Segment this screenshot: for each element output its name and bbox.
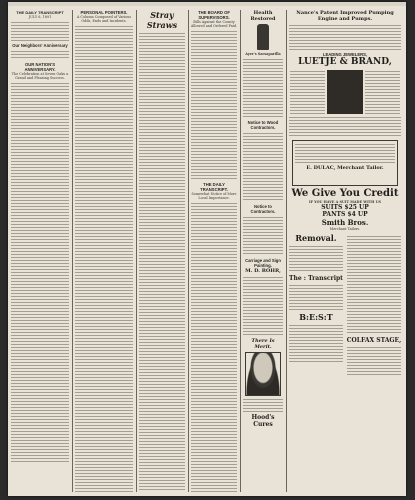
masthead-title: THE DAILY TRANSCRIPT xyxy=(16,10,64,15)
column-5-merit-text xyxy=(243,398,283,412)
best-word: B:E:S:T xyxy=(299,312,333,322)
column-5-notice2-text xyxy=(243,216,283,256)
column-1-subheading: The Celebration at Seven Oaks a Grand and Pleasing Success. xyxy=(11,72,69,80)
removal-text xyxy=(289,245,343,273)
page-top-strip xyxy=(8,2,406,6)
jewelers-ad-body xyxy=(290,70,400,114)
column-rule-5 xyxy=(286,10,287,492)
column-6-pump-text xyxy=(289,24,401,50)
column-6-right-text xyxy=(347,235,401,335)
column-5 xyxy=(242,10,284,492)
column-5-lower-text xyxy=(243,276,283,336)
column-rule-3 xyxy=(188,10,189,492)
transcript-ad: The : Transcript xyxy=(289,275,343,282)
column-6-bottom-left-text xyxy=(289,324,343,364)
watch-badge-image xyxy=(327,70,362,114)
column-1-text-mid xyxy=(11,50,69,60)
column-2-heading: PERSONAL POINTERS. xyxy=(80,10,128,15)
tailor-ad-text xyxy=(295,143,395,165)
masthead-date: JULY 6, 1891 xyxy=(28,15,52,19)
dulac-tailor: E. DULAC, Merchant Tailor. xyxy=(306,165,384,171)
column-5-ad-text xyxy=(243,58,283,118)
notice-wood-contractors: Notice to Wood Contractors. xyxy=(247,120,279,130)
column-6 xyxy=(288,10,402,492)
colfax-stage: COLFAX STAGE, xyxy=(346,337,402,344)
tailor-ad-box xyxy=(292,140,398,186)
column-1-text xyxy=(11,82,69,462)
ad-ayers: Ayer's Sarsaparilla xyxy=(245,52,281,56)
column-3 xyxy=(138,10,186,492)
credit-headline: We Give You Credit xyxy=(291,188,399,199)
column-2-text xyxy=(75,25,133,492)
right-ads-block xyxy=(346,233,402,378)
column-5-notice-text xyxy=(243,132,283,202)
column-1-heading-1: Our Neighbors' Anniversary xyxy=(12,43,68,48)
transcript-ad-text xyxy=(289,284,343,310)
column-rule-4 xyxy=(240,10,241,492)
column-6-jewel-text xyxy=(289,116,401,138)
daily-transcript-heading: THE DAILY TRANSCRIPT. xyxy=(200,182,228,192)
ad-health-restored: Health Restored xyxy=(250,10,276,22)
suits-price: SUITS $25 UP xyxy=(321,204,369,211)
credit-subline: IF YOU HAVE A SUIT MADE WITH US xyxy=(309,200,381,204)
rohr-name: M. D. ROHR, xyxy=(245,268,281,274)
ad-nance-pumps: Nance's Patent Improved Pumping Engine and Pumps. xyxy=(296,10,394,22)
column-rule-2 xyxy=(136,10,137,492)
jewelers-heading: LEADING JEWELERS, xyxy=(322,52,368,57)
notice-contractors: Notice to Contractors. xyxy=(250,204,276,214)
column-3-text xyxy=(139,32,185,492)
removal-heading: Removal. xyxy=(295,233,337,243)
column-4 xyxy=(190,10,238,492)
column-4-text-top xyxy=(191,30,237,180)
carriage-painting-ad: Carriage and Sign Painting. xyxy=(245,258,281,268)
column-1-text-top xyxy=(11,21,69,41)
jewelers-left-text xyxy=(290,70,325,114)
ad-there-is-merit: There Is Merit. xyxy=(251,338,275,350)
column-rule-1 xyxy=(72,10,73,492)
ad-hoods-cures: Hood's Cures xyxy=(251,414,275,428)
luetje-brand-name: LUETJE & BRAND, xyxy=(298,57,392,67)
column-2-subheading: A Column Composed of Various Odds, Ends and Incidents. xyxy=(76,15,132,23)
column-4-heading: THE BOARD OF SUPERVISORS. xyxy=(198,10,230,20)
portrait-engraving-image xyxy=(245,352,281,396)
jewelers-right-text xyxy=(365,70,400,114)
column-4-text xyxy=(191,202,237,492)
removal-block xyxy=(288,233,344,378)
column-4-subheading: Bills Against the County Allowed and Ordered Paid. xyxy=(190,20,238,28)
column-2 xyxy=(74,10,134,492)
smith-bros-name: Smith Bros. xyxy=(321,218,369,227)
sarsaparilla-bottle-icon xyxy=(257,24,269,50)
column-1-heading: OUR NATION'S ANNIVERSARY. xyxy=(24,62,56,72)
column-3-heading: Stray Straws xyxy=(146,10,178,30)
colfax-text xyxy=(347,346,401,376)
removal-row xyxy=(288,233,402,378)
pants-price: PANTS $4 UP xyxy=(322,211,368,218)
smith-bros-sub: Merchant Tailors. xyxy=(329,227,361,231)
daily-transcript-subheading: Somewhat Notice of More Local Importance. xyxy=(191,192,237,200)
column-1 xyxy=(10,10,70,492)
newspaper-page xyxy=(8,2,406,496)
